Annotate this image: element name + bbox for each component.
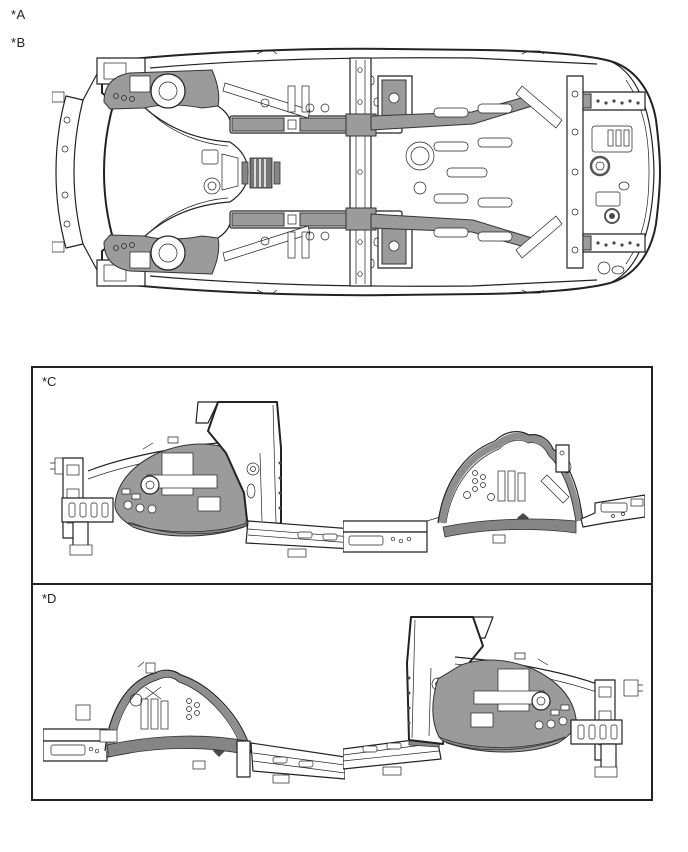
strut-tower-left xyxy=(151,74,185,108)
strut-tower-right xyxy=(151,236,185,270)
tunnel-heat-shield xyxy=(242,158,280,188)
rocker-panel xyxy=(237,741,345,783)
center-crossmember xyxy=(346,58,376,286)
legend-label-b: *B xyxy=(11,35,26,50)
front-wheel-housing-lh-illustration-icon xyxy=(48,393,353,571)
rear-rail xyxy=(581,495,645,527)
underbody-illustration-icon xyxy=(52,46,666,298)
legend-label-a: *A xyxy=(11,7,26,22)
wheel-housing-shaded xyxy=(433,660,576,752)
panel-c-label: *C xyxy=(42,374,57,389)
radiator-support xyxy=(50,458,113,555)
rear-wheel-housing-rh-illustration-icon xyxy=(43,641,345,789)
rear-crossmember xyxy=(567,76,583,268)
panel-c xyxy=(31,366,653,585)
wheel-arch xyxy=(438,432,583,543)
underbody-diagram xyxy=(52,46,666,298)
rear-wheel-housing-lh-illustration-icon xyxy=(343,423,645,561)
front-bumper-bar xyxy=(52,74,97,270)
rocker-panel xyxy=(246,521,353,557)
radiator-support xyxy=(571,680,643,777)
panel-d xyxy=(31,583,653,801)
panel-d-label: *D xyxy=(42,591,57,606)
front-wheel-apron-shaded-right xyxy=(104,235,219,274)
front-wheel-housing-rh-illustration-icon xyxy=(343,603,645,791)
rocker-rail xyxy=(343,517,440,552)
floor-plug-1 xyxy=(591,157,609,175)
front-wheel-apron-shaded-left xyxy=(104,70,219,109)
